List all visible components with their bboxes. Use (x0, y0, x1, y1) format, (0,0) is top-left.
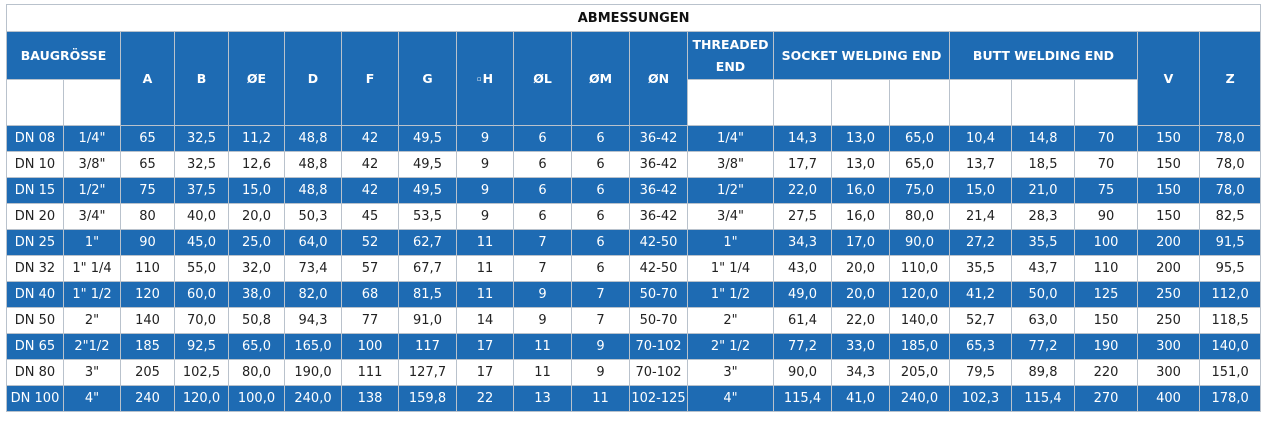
table-row (7, 360, 1261, 386)
table-cell: 41,2 (950, 282, 1012, 308)
table-cell: 77 (342, 308, 399, 334)
subheader-blank (64, 80, 121, 126)
table-row (7, 282, 1261, 308)
dimensions-table (6, 4, 1261, 412)
table-cell: 7 (572, 282, 630, 308)
table-cell: 205 (121, 360, 175, 386)
table-cell: 22,0 (832, 308, 890, 334)
table-cell: 400 (1138, 386, 1200, 412)
table-cell: 18,5 (1012, 152, 1075, 178)
dimensions-table-wrapper (6, 4, 1261, 412)
table-cell: 6 (514, 126, 572, 152)
table-cell: 6 (572, 204, 630, 230)
table-cell: 250 (1138, 308, 1200, 334)
table-cell: 300 (1138, 360, 1200, 386)
table-cell: 43,0 (774, 256, 832, 282)
table-cell: 90 (121, 230, 175, 256)
table-title: ABMESSUNGEN (7, 5, 1261, 32)
table-cell: 14,3 (774, 126, 832, 152)
table-row (7, 126, 1261, 152)
table-cell: 15,0 (950, 178, 1012, 204)
table-cell: 2" 1/2 (688, 334, 774, 360)
table-cell: 68 (342, 282, 399, 308)
table-cell: 138 (342, 386, 399, 412)
table-cell: 100 (342, 334, 399, 360)
table-cell: 36-42 (630, 204, 688, 230)
table-cell: 3/4" (64, 204, 121, 230)
table-cell: 27,5 (774, 204, 832, 230)
table-cell: 13,7 (950, 152, 1012, 178)
table-cell: 90 (1075, 204, 1138, 230)
table-cell: 49,0 (774, 282, 832, 308)
table-row (7, 204, 1261, 230)
table-cell: 50,8 (229, 308, 285, 334)
table-row (7, 256, 1261, 282)
table-cell: 102,3 (950, 386, 1012, 412)
table-cell: 22,0 (774, 178, 832, 204)
table-cell: 1" 1/4 (688, 256, 774, 282)
table-cell: 300 (1138, 334, 1200, 360)
table-cell: 159,8 (399, 386, 457, 412)
table-cell: 102,5 (175, 360, 229, 386)
table-cell: 75 (1075, 178, 1138, 204)
table-cell: 33,0 (832, 334, 890, 360)
table-cell: 57 (342, 256, 399, 282)
table-cell: 45 (342, 204, 399, 230)
header-v: V (1138, 32, 1200, 126)
table-cell: 2" (688, 308, 774, 334)
table-cell: 150 (1075, 308, 1138, 334)
table-cell: 1" 1/2 (688, 282, 774, 308)
table-cell: 125 (1075, 282, 1138, 308)
table-cell: 21,0 (1012, 178, 1075, 204)
table-cell: 120 (121, 282, 175, 308)
table-cell: 42-50 (630, 256, 688, 282)
table-cell: 3/4" (688, 204, 774, 230)
table-cell: 115,4 (1012, 386, 1075, 412)
table-cell: 200 (1138, 230, 1200, 256)
table-cell: 1/2" (64, 178, 121, 204)
table-cell: 21,4 (950, 204, 1012, 230)
table-cell: 127,7 (399, 360, 457, 386)
table-cell: 63,0 (1012, 308, 1075, 334)
table-cell: 3" (64, 360, 121, 386)
table-cell: DN 40 (7, 282, 64, 308)
table-cell: 140 (121, 308, 175, 334)
table-cell: 75 (121, 178, 175, 204)
header-butt-welding-end: BUTT WELDING END (950, 32, 1138, 80)
table-cell: DN 80 (7, 360, 64, 386)
table-cell: 112,0 (1200, 282, 1261, 308)
table-cell: 7 (572, 308, 630, 334)
table-cell: 9 (457, 204, 514, 230)
table-cell: 48,8 (285, 178, 342, 204)
table-cell: 20,0 (832, 256, 890, 282)
table-cell: 117 (399, 334, 457, 360)
subheader-blank (1075, 80, 1138, 126)
table-cell: 78,0 (1200, 178, 1261, 204)
table-cell: 240,0 (285, 386, 342, 412)
table-cell: 100,0 (229, 386, 285, 412)
table-cell: 200 (1138, 256, 1200, 282)
table-cell: 9 (457, 178, 514, 204)
header-f: F (342, 32, 399, 126)
table-cell: 110 (121, 256, 175, 282)
header-z: Z (1200, 32, 1261, 126)
table-cell: 20,0 (832, 282, 890, 308)
table-cell: 49,5 (399, 126, 457, 152)
table-cell: 70,0 (175, 308, 229, 334)
table-cell: 165,0 (285, 334, 342, 360)
table-cell: 90,0 (774, 360, 832, 386)
table-cell: 34,3 (774, 230, 832, 256)
table-cell: 78,0 (1200, 126, 1261, 152)
table-cell: 32,5 (175, 152, 229, 178)
header-d: D (285, 32, 342, 126)
table-cell: 120,0 (890, 282, 950, 308)
table-cell: DN 50 (7, 308, 64, 334)
table-cell: 6 (572, 126, 630, 152)
table-cell: 61,4 (774, 308, 832, 334)
small-square-icon: ▫ (476, 75, 482, 83)
table-cell: 6 (514, 152, 572, 178)
table-cell: 140,0 (1200, 334, 1261, 360)
table-cell: 48,8 (285, 126, 342, 152)
table-cell: 45,0 (175, 230, 229, 256)
table-cell: 70 (1075, 126, 1138, 152)
table-cell: 115,4 (774, 386, 832, 412)
table-cell: 32,5 (175, 126, 229, 152)
table-cell: 81,5 (399, 282, 457, 308)
table-cell: DN 20 (7, 204, 64, 230)
table-cell: 90,0 (890, 230, 950, 256)
table-cell: 240 (121, 386, 175, 412)
table-cell: 178,0 (1200, 386, 1261, 412)
table-cell: 100 (1075, 230, 1138, 256)
table-cell: 64,0 (285, 230, 342, 256)
header-size: BAUGRÖSSE (7, 32, 121, 80)
table-cell: 2"1/2 (64, 334, 121, 360)
table-cell: 11 (457, 230, 514, 256)
table-cell: 50-70 (630, 282, 688, 308)
table-cell: 52 (342, 230, 399, 256)
header-h (457, 32, 514, 126)
table-cell: 65,0 (229, 334, 285, 360)
table-cell: 50,0 (1012, 282, 1075, 308)
table-row (7, 334, 1261, 360)
table-cell: 9 (457, 152, 514, 178)
subheader-blank (7, 80, 64, 126)
table-cell: 17,7 (774, 152, 832, 178)
table-cell: 3" (688, 360, 774, 386)
table-cell: 50-70 (630, 308, 688, 334)
table-cell: 52,7 (950, 308, 1012, 334)
table-cell: 65 (121, 126, 175, 152)
table-cell: 42 (342, 178, 399, 204)
table-cell: 1" (688, 230, 774, 256)
table-cell: DN 08 (7, 126, 64, 152)
table-cell: 1/2" (688, 178, 774, 204)
table-cell: 40,0 (175, 204, 229, 230)
table-cell: 15,0 (229, 178, 285, 204)
table-cell: 67,7 (399, 256, 457, 282)
table-cell: DN 100 (7, 386, 64, 412)
table-cell: 6 (572, 256, 630, 282)
table-cell: 10,4 (950, 126, 1012, 152)
table-cell: 42-50 (630, 230, 688, 256)
subheader-blank (950, 80, 1012, 126)
table-cell: DN 32 (7, 256, 64, 282)
table-cell: 140,0 (890, 308, 950, 334)
table-cell: 38,0 (229, 282, 285, 308)
table-cell: 7 (514, 230, 572, 256)
table-cell: 79,5 (950, 360, 1012, 386)
table-cell: 36-42 (630, 178, 688, 204)
header-threaded-end: THREADED END (688, 32, 774, 80)
table-cell: 4" (688, 386, 774, 412)
table-cell: 91,5 (1200, 230, 1261, 256)
table-cell: 28,3 (1012, 204, 1075, 230)
table-cell: 150 (1138, 126, 1200, 152)
table-cell: 11 (514, 360, 572, 386)
table-cell: DN 25 (7, 230, 64, 256)
subheader-blank (1012, 80, 1075, 126)
table-cell: 14 (457, 308, 514, 334)
table-cell: 42 (342, 152, 399, 178)
table-cell: 13,0 (832, 152, 890, 178)
table-cell: 185,0 (890, 334, 950, 360)
table-cell: 70-102 (630, 360, 688, 386)
table-cell: 92,5 (175, 334, 229, 360)
table-cell: 7 (514, 256, 572, 282)
table-cell: 75,0 (890, 178, 950, 204)
table-cell: 111 (342, 360, 399, 386)
table-cell: 270 (1075, 386, 1138, 412)
table-cell: DN 10 (7, 152, 64, 178)
table-cell: 27,2 (950, 230, 1012, 256)
table-cell: 9 (572, 360, 630, 386)
table-cell: 11 (457, 282, 514, 308)
table-cell: 6 (572, 178, 630, 204)
table-cell: 77,2 (1012, 334, 1075, 360)
table-cell: 35,5 (950, 256, 1012, 282)
table-cell: 70-102 (630, 334, 688, 360)
table-cell: 3/8" (688, 152, 774, 178)
table-cell: 1/4" (64, 126, 121, 152)
table-cell: 62,7 (399, 230, 457, 256)
table-cell: 11 (572, 386, 630, 412)
table-cell: 36-42 (630, 152, 688, 178)
table-cell: 6 (514, 178, 572, 204)
table-cell: 9 (457, 126, 514, 152)
table-cell: 14,8 (1012, 126, 1075, 152)
table-row (7, 152, 1261, 178)
table-cell: 1" 1/2 (64, 282, 121, 308)
header-h-label: H (482, 71, 494, 86)
table-cell: 53,5 (399, 204, 457, 230)
table-cell: 32,0 (229, 256, 285, 282)
table-cell: 36-42 (630, 126, 688, 152)
table-cell: 41,0 (832, 386, 890, 412)
table-cell: 120,0 (175, 386, 229, 412)
subheader-blank (832, 80, 890, 126)
table-cell: 65 (121, 152, 175, 178)
table-cell: 4" (64, 386, 121, 412)
table-cell: 37,5 (175, 178, 229, 204)
header-m: ØM (572, 32, 630, 126)
table-cell: 80,0 (890, 204, 950, 230)
table-body (7, 126, 1261, 412)
table-cell: 17 (457, 360, 514, 386)
table-cell: DN 15 (7, 178, 64, 204)
table-cell: 11 (457, 256, 514, 282)
table-cell: 49,5 (399, 152, 457, 178)
table-cell: 2" (64, 308, 121, 334)
table-cell: 91,0 (399, 308, 457, 334)
table-cell: 94,3 (285, 308, 342, 334)
table-cell: 73,4 (285, 256, 342, 282)
table-cell: 34,3 (832, 360, 890, 386)
table-cell: 185 (121, 334, 175, 360)
table-cell: 82,5 (1200, 204, 1261, 230)
table-cell: 6 (572, 152, 630, 178)
header-e: ØE (229, 32, 285, 126)
table-cell: 6 (514, 204, 572, 230)
header-socket-welding-end: SOCKET WELDING END (774, 32, 950, 80)
table-cell: 43,7 (1012, 256, 1075, 282)
subheader-blank (688, 80, 774, 126)
table-cell: 22 (457, 386, 514, 412)
header-g: G (399, 32, 457, 126)
table-row (7, 308, 1261, 334)
table-cell: 60,0 (175, 282, 229, 308)
table-cell: 65,0 (890, 152, 950, 178)
table-cell: 150 (1138, 178, 1200, 204)
subheader-blank (890, 80, 950, 126)
table-row (7, 178, 1261, 204)
table-cell: 13,0 (832, 126, 890, 152)
table-cell: 150 (1138, 204, 1200, 230)
table-cell: 6 (572, 230, 630, 256)
table-cell: 35,5 (1012, 230, 1075, 256)
table-cell: 9 (514, 282, 572, 308)
table-cell: 190,0 (285, 360, 342, 386)
header-n: ØN (630, 32, 688, 126)
table-cell: 151,0 (1200, 360, 1261, 386)
table-cell: 55,0 (175, 256, 229, 282)
header-b: B (175, 32, 229, 126)
table-cell: 110,0 (890, 256, 950, 282)
table-cell: 65,0 (890, 126, 950, 152)
header-a: A (121, 32, 175, 126)
table-cell: 220 (1075, 360, 1138, 386)
table-cell: 50,3 (285, 204, 342, 230)
table-cell: 16,0 (832, 204, 890, 230)
table-cell: 77,2 (774, 334, 832, 360)
table-cell: 1/4" (688, 126, 774, 152)
table-cell: 118,5 (1200, 308, 1261, 334)
table-cell: 240,0 (890, 386, 950, 412)
table-cell: 48,8 (285, 152, 342, 178)
table-cell: 17,0 (832, 230, 890, 256)
table-cell: 49,5 (399, 178, 457, 204)
table-cell: 9 (572, 334, 630, 360)
table-cell: 11,2 (229, 126, 285, 152)
table-cell: 95,5 (1200, 256, 1261, 282)
table-cell: 102-125 (630, 386, 688, 412)
table-row (7, 386, 1261, 412)
table-cell: 17 (457, 334, 514, 360)
table-cell: 16,0 (832, 178, 890, 204)
table-cell: 110 (1075, 256, 1138, 282)
table-cell: 80 (121, 204, 175, 230)
table-cell: 80,0 (229, 360, 285, 386)
table-cell: 82,0 (285, 282, 342, 308)
header-l: ØL (514, 32, 572, 126)
table-cell: 9 (514, 308, 572, 334)
table-cell: 11 (514, 334, 572, 360)
table-cell: 78,0 (1200, 152, 1261, 178)
table-cell: 70 (1075, 152, 1138, 178)
subheader-blank (774, 80, 832, 126)
table-cell: 190 (1075, 334, 1138, 360)
table-cell: 89,8 (1012, 360, 1075, 386)
table-cell: 150 (1138, 152, 1200, 178)
table-cell: 42 (342, 126, 399, 152)
table-row (7, 230, 1261, 256)
table-cell: 1" 1/4 (64, 256, 121, 282)
table-cell: 250 (1138, 282, 1200, 308)
table-cell: 25,0 (229, 230, 285, 256)
table-cell: DN 65 (7, 334, 64, 360)
table-cell: 12,6 (229, 152, 285, 178)
table-cell: 1" (64, 230, 121, 256)
table-cell: 3/8" (64, 152, 121, 178)
table-cell: 20,0 (229, 204, 285, 230)
table-cell: 205,0 (890, 360, 950, 386)
table-cell: 13 (514, 386, 572, 412)
table-cell: 65,3 (950, 334, 1012, 360)
